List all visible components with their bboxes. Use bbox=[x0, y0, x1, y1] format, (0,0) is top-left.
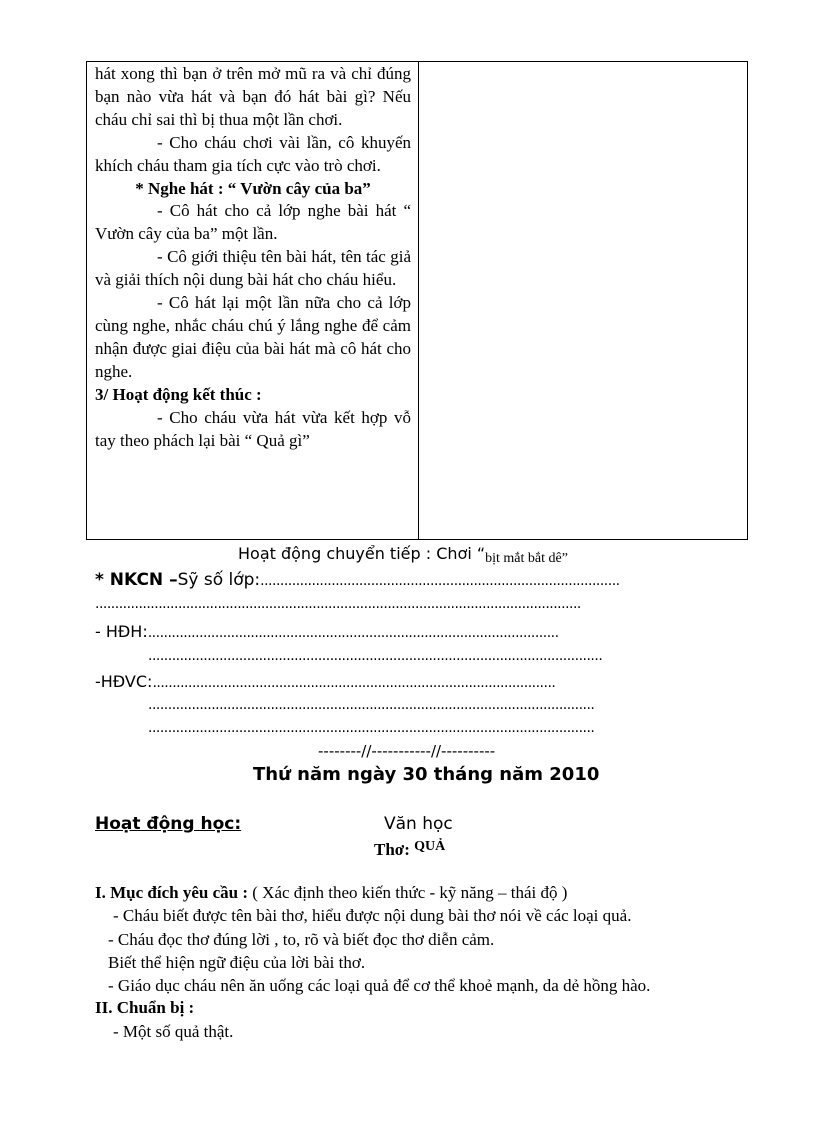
heading-ending-activity: 3/ Hoạt động kết thúc : bbox=[95, 384, 262, 404]
section-1-item-1: - Cháu biết được tên bài thơ, hiểu được nội dung bài thơ nói về các loại quả. bbox=[113, 906, 632, 925]
section-1-title: I. Mục đích yêu cầu : bbox=[95, 883, 248, 902]
section-1-item-2: - Cháu đọc thơ đúng lời , to, rõ và biết đọc thơ diễn cảm. bbox=[108, 930, 495, 949]
poem-label: Thơ: bbox=[374, 840, 410, 859]
nkcn-label: * NKCN – bbox=[95, 570, 178, 590]
section-1-item-3: Biết thể hiện ngữ điệu của lời bài thơ. bbox=[108, 953, 366, 972]
hdvc-dots: ...................................................................................................... bbox=[152, 675, 556, 691]
transition-activity bbox=[238, 544, 568, 564]
hdvc-dots-line-1: ................................................................................................................. bbox=[148, 697, 595, 713]
lesson-table bbox=[86, 61, 748, 540]
heading-listen-song: * Nghe hát : “ Vườn cây của ba” bbox=[135, 178, 371, 198]
nkcn-dots-line: ........................................................................................................................... bbox=[95, 596, 581, 612]
paragraph-clap-rhythm: - Cho cháu vừa hát vừa kết hợp vỗ tay theo phách lại bài “ Quả gì” bbox=[95, 407, 411, 450]
table-column-divider bbox=[418, 62, 419, 539]
poem-line bbox=[374, 840, 445, 860]
class-size-label: Sỹ số lớp: bbox=[177, 570, 261, 590]
table-left-cell bbox=[95, 63, 411, 452]
nkcn-dots: ........................................................................................... bbox=[260, 573, 620, 589]
paragraph-play-repeat: - Cho cháu chơi vài lần, cô khuyến khích cháu tham gia tích cực vào trò chơi. bbox=[95, 132, 411, 175]
hdvc-line bbox=[95, 672, 555, 691]
hdvc-label: -HĐVC: bbox=[95, 672, 153, 691]
hdh-line bbox=[95, 622, 559, 641]
nkcn-line bbox=[95, 570, 620, 590]
paragraph-game-rule: hát xong thì bạn ở trên mở mũ ra và chỉ đúng bạn nào vừa hát và bạn đó hát bài gì? Nếu cháu chỉ sai thì bị thua một lần chơi. bbox=[95, 64, 411, 129]
hdh-dots: ........................................................................................................ bbox=[147, 625, 559, 641]
paragraph-introduce-song: - Cô giới thiệu tên bài hát, tên tác giả và giải thích nội dung bài hát cho cháu hiểu. bbox=[95, 247, 411, 290]
hdh-dots-line: ................................................................................................................... bbox=[148, 648, 603, 664]
section-1-item-4: - Giáo dục cháu nên ăn uống các loại quả để cơ thể khoẻ mạnh, da dẻ hồng hào. bbox=[108, 976, 651, 995]
paragraph-teacher-sings: - Cô hát cho cả lớp nghe bài hát “ Vườn cây của ba” một lần. bbox=[95, 201, 411, 244]
section-2-item-1: - Một số quả thật. bbox=[113, 1022, 234, 1041]
date-heading: Thứ năm ngày 30 tháng năm 2010 bbox=[253, 764, 600, 785]
activity-subject: Văn học bbox=[384, 814, 453, 834]
paragraph-sing-again: - Cô hát lại một lần nữa cho cả lớp cùng nghe, nhắc cháu chú ý lắng nghe để cảm nhận được giai điệu của bài hát mà cô hát cho nghe. bbox=[95, 293, 411, 381]
section-1-heading bbox=[95, 883, 567, 903]
activity-label: Hoạt động học: bbox=[95, 814, 242, 834]
section-1-note: ( Xác định theo kiến thức - kỹ năng – thái độ ) bbox=[248, 883, 568, 902]
hdh-label: - HĐH: bbox=[95, 622, 148, 641]
section-separator: --------//-----------//---------- bbox=[318, 742, 496, 760]
section-2-title: II. Chuẩn bị : bbox=[95, 998, 195, 1017]
transition-game: bịt mắt bắt dê” bbox=[485, 551, 568, 566]
transition-label: Hoạt động chuyển tiếp : Chơi “ bbox=[238, 544, 486, 563]
hdvc-dots-line-2: ................................................................................................................. bbox=[148, 720, 595, 736]
poem-title: QUẢ bbox=[414, 839, 446, 854]
